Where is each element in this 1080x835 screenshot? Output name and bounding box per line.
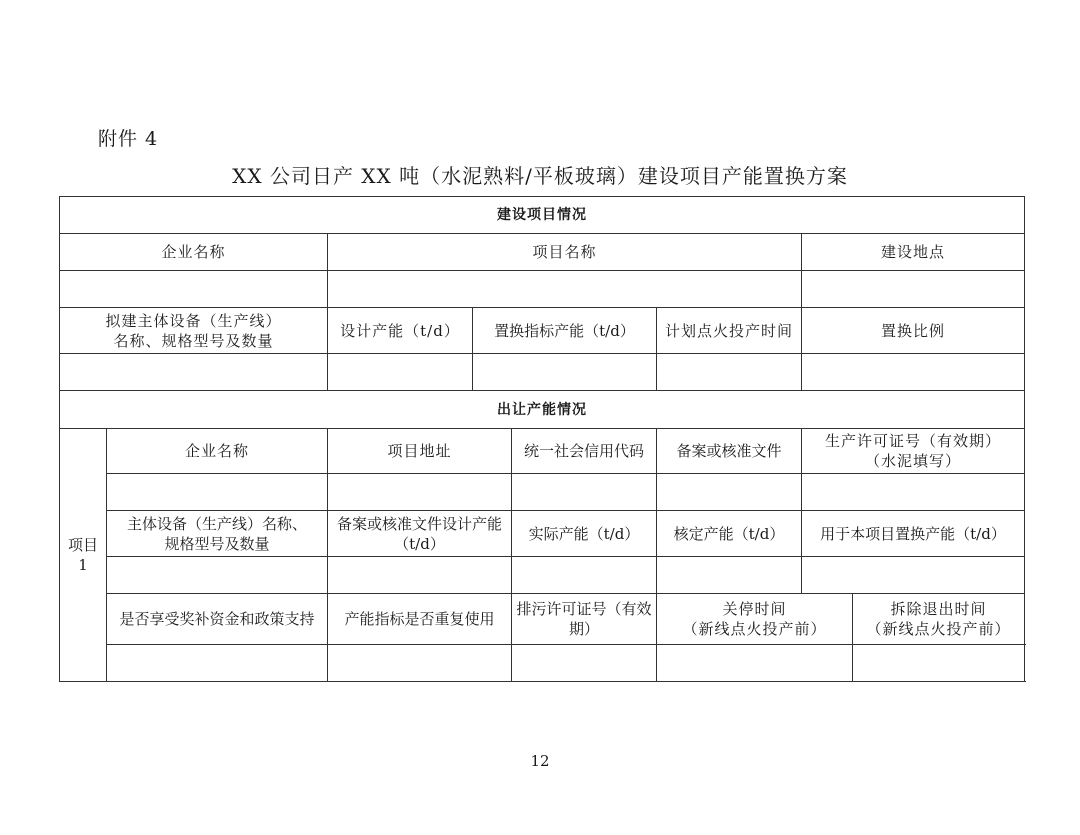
attachment-label: 附件 4 bbox=[98, 128, 159, 150]
transfer-approval-doc-header: 备案或核准文件 bbox=[657, 429, 802, 474]
transfer-address-cell[interactable] bbox=[328, 474, 512, 511]
construction-enterprise-cell[interactable] bbox=[60, 271, 328, 308]
transfer-doc-capacity-cell[interactable] bbox=[328, 557, 512, 594]
transfer-address-header: 项目地址 bbox=[328, 429, 512, 474]
transfer-equipment-cell[interactable] bbox=[107, 557, 328, 594]
transfer-used-capacity-cell[interactable] bbox=[802, 557, 1025, 594]
transfer-doc-capacity-header: 备案或核准文件设计产能 （t/d） bbox=[328, 511, 512, 557]
capacity-replacement-table bbox=[59, 196, 1025, 682]
transfer-used-capacity-header: 用于本项目置换产能（t/d） bbox=[802, 511, 1025, 557]
transfer-section-header: 出让产能情况 bbox=[60, 391, 1025, 429]
construction-equipment-cell[interactable] bbox=[60, 354, 328, 391]
document-title: XX 公司日产 XX 吨（水泥熟料/平板玻璃）建设项目产能置换方案 bbox=[232, 164, 848, 188]
transfer-actual-capacity-header: 实际产能（t/d） bbox=[512, 511, 657, 557]
transfer-reuse-cell[interactable] bbox=[328, 645, 512, 682]
transfer-reuse-header: 产能指标是否重复使用 bbox=[328, 594, 512, 645]
construction-replacement-capacity-cell[interactable] bbox=[473, 354, 657, 391]
transfer-demolish-time-header: 拆除退出时间 （新线点火投产前） bbox=[853, 594, 1025, 645]
transfer-subsidy-cell[interactable] bbox=[107, 645, 328, 682]
construction-location-cell[interactable] bbox=[802, 271, 1025, 308]
construction-location-header: 建设地点 bbox=[802, 234, 1025, 271]
transfer-license-header: 生产许可证号（有效期） （水泥填写） bbox=[802, 429, 1025, 474]
construction-project-name-cell[interactable] bbox=[328, 271, 802, 308]
construction-design-capacity-header: 设计产能（t/d） bbox=[328, 308, 473, 354]
transfer-enterprise-cell[interactable] bbox=[107, 474, 328, 511]
construction-ignition-time-header: 计划点火投产时间 bbox=[657, 308, 802, 354]
transfer-project-label: 项目 1 bbox=[60, 429, 107, 682]
transfer-subsidy-header: 是否享受奖补资金和政策支持 bbox=[107, 594, 328, 645]
page-number: 12 bbox=[530, 752, 550, 770]
transfer-approval-doc-cell[interactable] bbox=[657, 474, 802, 511]
transfer-enterprise-header: 企业名称 bbox=[107, 429, 328, 474]
transfer-verified-capacity-cell[interactable] bbox=[657, 557, 802, 594]
transfer-credit-code-cell[interactable] bbox=[512, 474, 657, 511]
transfer-actual-capacity-cell[interactable] bbox=[512, 557, 657, 594]
construction-project-name-header: 项目名称 bbox=[328, 234, 802, 271]
construction-ratio-cell[interactable] bbox=[802, 354, 1025, 391]
construction-equipment-header: 拟建主体设备（生产线） 名称、规格型号及数量 bbox=[60, 308, 328, 354]
construction-enterprise-header: 企业名称 bbox=[60, 234, 328, 271]
construction-ratio-header: 置换比例 bbox=[802, 308, 1025, 354]
construction-replacement-capacity-header: 置换指标产能（t/d） bbox=[473, 308, 657, 354]
transfer-license-cell[interactable] bbox=[802, 474, 1025, 511]
transfer-credit-code-header: 统一社会信用代码 bbox=[512, 429, 657, 474]
construction-design-capacity-cell[interactable] bbox=[328, 354, 473, 391]
transfer-verified-capacity-header: 核定产能（t/d） bbox=[657, 511, 802, 557]
transfer-discharge-permit-header: 排污许可证号（有效期） bbox=[512, 594, 657, 645]
transfer-shutdown-time-header: 关停时间 （新线点火投产前） bbox=[657, 594, 853, 645]
transfer-shutdown-time-cell[interactable] bbox=[657, 645, 853, 682]
transfer-discharge-permit-cell[interactable] bbox=[512, 645, 657, 682]
transfer-equipment-header: 主体设备（生产线）名称、 规格型号及数量 bbox=[107, 511, 328, 557]
construction-section-header: 建设项目情况 bbox=[60, 197, 1025, 234]
transfer-demolish-time-cell[interactable] bbox=[853, 645, 1025, 682]
construction-ignition-time-cell[interactable] bbox=[657, 354, 802, 391]
